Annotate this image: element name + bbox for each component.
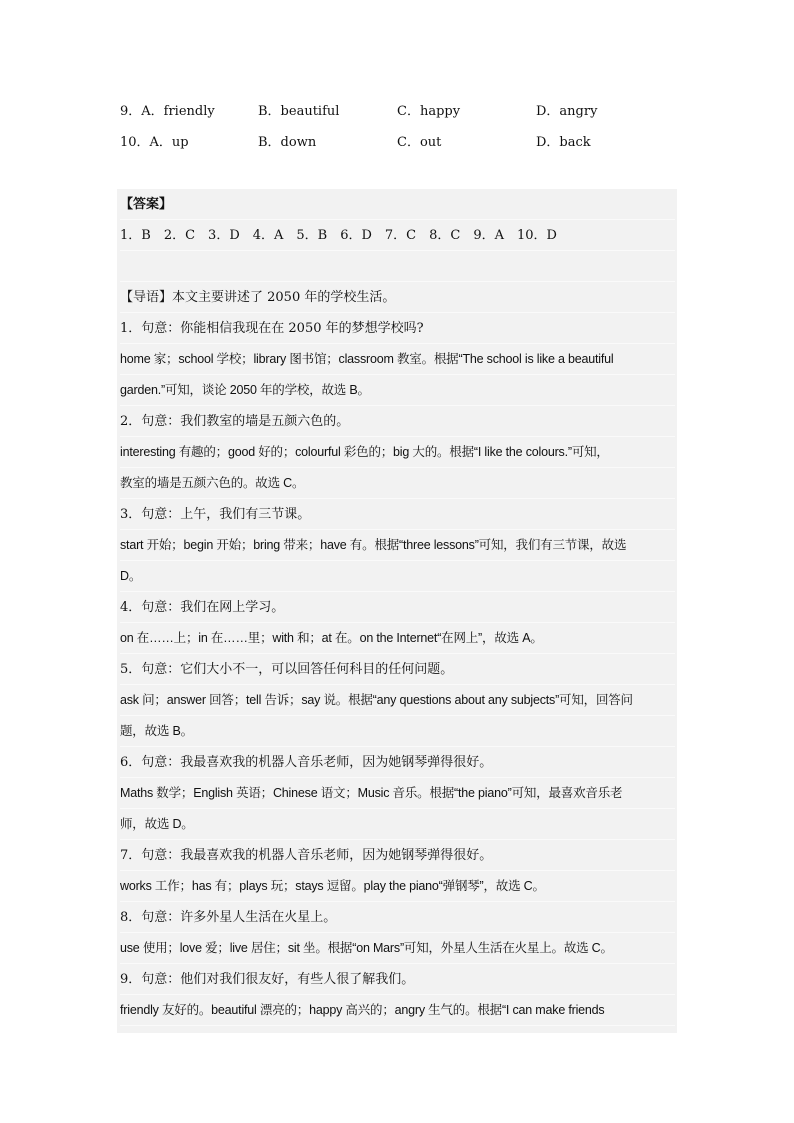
- intro-line: 【导语】本文主要讲述了 2050 年的学校生活。: [120, 282, 675, 313]
- option-a: 10．A．up: [120, 135, 189, 150]
- explanation-line: 7．句意：我最喜欢我的机器人音乐老师，因为她钢琴弹得很好。: [120, 840, 675, 871]
- explanation-line: 5．句意：它们大小不一，可以回答任何科目的任何问题。: [120, 654, 675, 685]
- explanation-line: home 家；school 学校；library 图书馆；classroom 教室。根据“The school is like a beautiful: [120, 344, 675, 375]
- option-d: D．angry: [536, 104, 598, 119]
- explanation-line: works 工作；has 有；plays 玩；stays 逗留。play the piano“弹钢琴”，故选 C。: [120, 871, 675, 902]
- explanation-line: start 开始；begin 开始；bring 带来；have 有。根据“three lessons”可知，我们有三节课，故选: [120, 530, 675, 561]
- explanation-line: friendly 友好的。beautiful 漂亮的；happy 高兴的；angry 生气的。根据“I can make friends: [120, 995, 675, 1026]
- options-row-10: [120, 127, 680, 158]
- explanation-line: use 使用；love 爱；live 居住；sit 坐。根据“on Mars”可知，外星人生活在火星上。故选 C。: [120, 933, 675, 964]
- explanation-line: 4．句意：我们在网上学习。: [120, 592, 675, 623]
- answer-section: [117, 189, 677, 1033]
- option-b: B．down: [258, 135, 317, 150]
- explanation-line: D。: [120, 561, 675, 592]
- explanation-line: garden.”可知，谈论 2050 年的学校，故选 B。: [120, 375, 675, 406]
- answer-key: 1．B 2．C 3．D 4．A 5．B 6．D 7．C 8．C 9．A 10．D: [120, 220, 675, 251]
- option-b: B．beautiful: [258, 104, 340, 119]
- explanation-line: on 在……上；in 在……里；with 和；at 在。on the Internet“在网上”，故选 A。: [120, 623, 675, 654]
- option-c: C．out: [397, 135, 442, 150]
- explanation-line: 2．句意：我们教室的墙是五颜六色的。: [120, 406, 675, 437]
- explanation-line: 1．句意：你能相信我现在在 2050 年的梦想学校吗?: [120, 313, 675, 344]
- explanation-line: Maths 数学；English 英语；Chinese 语文；Music 音乐。根据“the piano”可知，最喜欢音乐老: [120, 778, 675, 809]
- answer-heading: 【答案】: [120, 189, 675, 220]
- option-a: 9．A．friendly: [120, 104, 215, 119]
- option-c: C．happy: [397, 104, 461, 119]
- explanation-line: 师，故选 D。: [120, 809, 675, 840]
- explanation-line: 教室的墙是五颜六色的。故选 C。: [120, 468, 675, 499]
- explanation-line: 题，故选 B。: [120, 716, 675, 747]
- explanation-line: 8．句意：许多外星人生活在火星上。: [120, 902, 675, 933]
- explanation-line: ask 问；answer 回答；tell 告诉；say 说。根据“any questions about any subjects”可知，回答问: [120, 685, 675, 716]
- explanation-line: interesting 有趣的；good 好的；colourful 彩色的；big 大的。根据“I like the colours.”可知，: [120, 437, 675, 468]
- explanation-line: 9．句意：他们对我们很友好，有些人很了解我们。: [120, 964, 675, 995]
- blank-line: [120, 251, 675, 282]
- option-d: D．back: [536, 135, 591, 150]
- options-row-9: [120, 96, 680, 127]
- explanation-line: 3．句意：上午，我们有三节课。: [120, 499, 675, 530]
- explanation-line: 6．句意：我最喜欢我的机器人音乐老师，因为她钢琴弹得很好。: [120, 747, 675, 778]
- question-options: [120, 96, 680, 158]
